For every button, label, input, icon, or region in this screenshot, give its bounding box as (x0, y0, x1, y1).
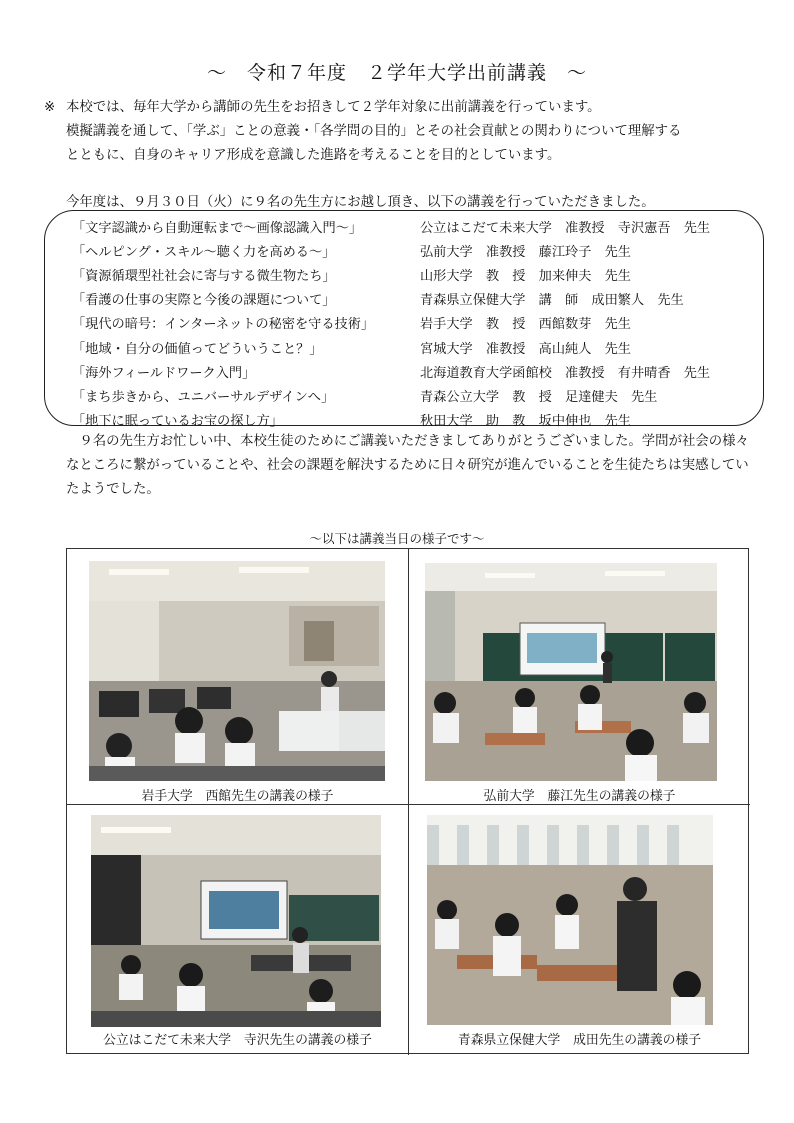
lecture-row (72, 383, 762, 407)
lecture-row (72, 214, 762, 238)
lead-sentence: 今年度は、９月３０日（火）に９名の先生方にお越し頂き、以下の講義を行っていただきました。 (66, 195, 655, 210)
lecture-row (72, 335, 762, 359)
lecture-title: 「地域・自分の価値ってどういうこと？」 (72, 341, 323, 357)
lecture-row (72, 262, 762, 286)
photo-cell (67, 805, 409, 1055)
intro-line: とともに、自身のキャリア形成を意識した進路を考えることを目的としています。 (66, 148, 561, 163)
photo-computer-lab (89, 561, 385, 781)
lecture-list (72, 214, 762, 432)
lecture-row (72, 311, 762, 335)
lecture-speaker: 宮城大学 准教授 高山純人 先生 (420, 341, 631, 357)
lecture-speaker: 岩手大学 教 授 西館数芽 先生 (420, 317, 631, 333)
lecture-title: 「ヘルピング・スキル～聴く力を高める～」 (72, 244, 336, 260)
lecture-title: 「看護の仕事の実際と今後の課題について」 (72, 293, 336, 309)
intro-line: 本校では、毎年大学から講師の先生をお招きして２学年対象に出前講義を行っています。 (66, 100, 601, 115)
photo-projector-lecture (91, 815, 381, 1027)
lecture-speaker: 北海道教育大学函館校 准教授 有井晴香 先生 (420, 365, 711, 381)
photo-classroom-screen (425, 563, 717, 781)
reference-mark: ※ (44, 100, 56, 115)
photo-cell (409, 549, 750, 805)
lecture-speaker: 秋田大学 助 教 坂中伸也 先生 (420, 414, 631, 430)
lecture-title: 「文字認識から自動運転まで～画像認識入門～」 (72, 220, 363, 236)
lecture-speaker: 弘前大学 准教授 藤江玲子 先生 (420, 244, 631, 260)
intro-line: 模擬講義を通して、「学ぶ」ことの意義・「各学問の目的」とその社会貢献との関わりについて理解する (66, 124, 682, 139)
photo-group-work (427, 815, 713, 1025)
intro-paragraph (44, 96, 764, 168)
lecture-title: 「現代の暗号：インターネットの秘密を守る技術」 (72, 317, 375, 333)
closing-paragraph: ９名の先生方お忙しい中、本校生徒のためにご講義いただきましてありがとうございました。学問が社会の様々なところに繋がっていることや、社会の課題を解決するために日々研究が進んでいることを生徒たちは実感していたようでした。 (66, 434, 749, 497)
lecture-row (72, 287, 762, 311)
photo-cell (409, 805, 750, 1055)
lecture-speaker: 青森県立保健大学 講 師 成田繁人 先生 (420, 293, 684, 309)
lecture-speaker: 公立はこだて未来大学 准教授 寺沢憲吾 先生 (420, 220, 711, 236)
photo-caption: 岩手大学 西館先生の講義の様子 (141, 789, 334, 804)
lecture-speaker: 山形大学 教 授 加来伸夫 先生 (420, 268, 631, 284)
photo-caption: 青森県立保健大学 成田先生の講義の様子 (457, 1033, 702, 1048)
photo-caption: 公立はこだて未来大学 寺沢先生の講義の様子 (103, 1033, 372, 1048)
lecture-row (72, 408, 762, 432)
lecture-title: 「資源循環型社社会に寄与する微生物たち」 (72, 268, 336, 284)
page-title: ～ 令和７年度 ２学年大学出前講義 ～ (206, 62, 587, 84)
photo-table (66, 548, 749, 1054)
lecture-speaker: 青森公立大学 教 授 足達健夫 先生 (420, 389, 658, 405)
photo-caption: 弘前大学 藤江先生の講義の様子 (483, 789, 676, 804)
photos-heading: ～以下は講義当日の様子です～ (309, 531, 485, 546)
lecture-row (72, 359, 762, 383)
lecture-title: 「まち歩きから、ユニバーサルデザインへ」 (72, 389, 335, 405)
lecture-row (72, 238, 762, 262)
photo-cell (67, 549, 409, 805)
lecture-title: 「海外フィールドワーク入門」 (72, 365, 256, 381)
lecture-title: 「地下に眠っているお宝の探し方」 (72, 414, 283, 430)
